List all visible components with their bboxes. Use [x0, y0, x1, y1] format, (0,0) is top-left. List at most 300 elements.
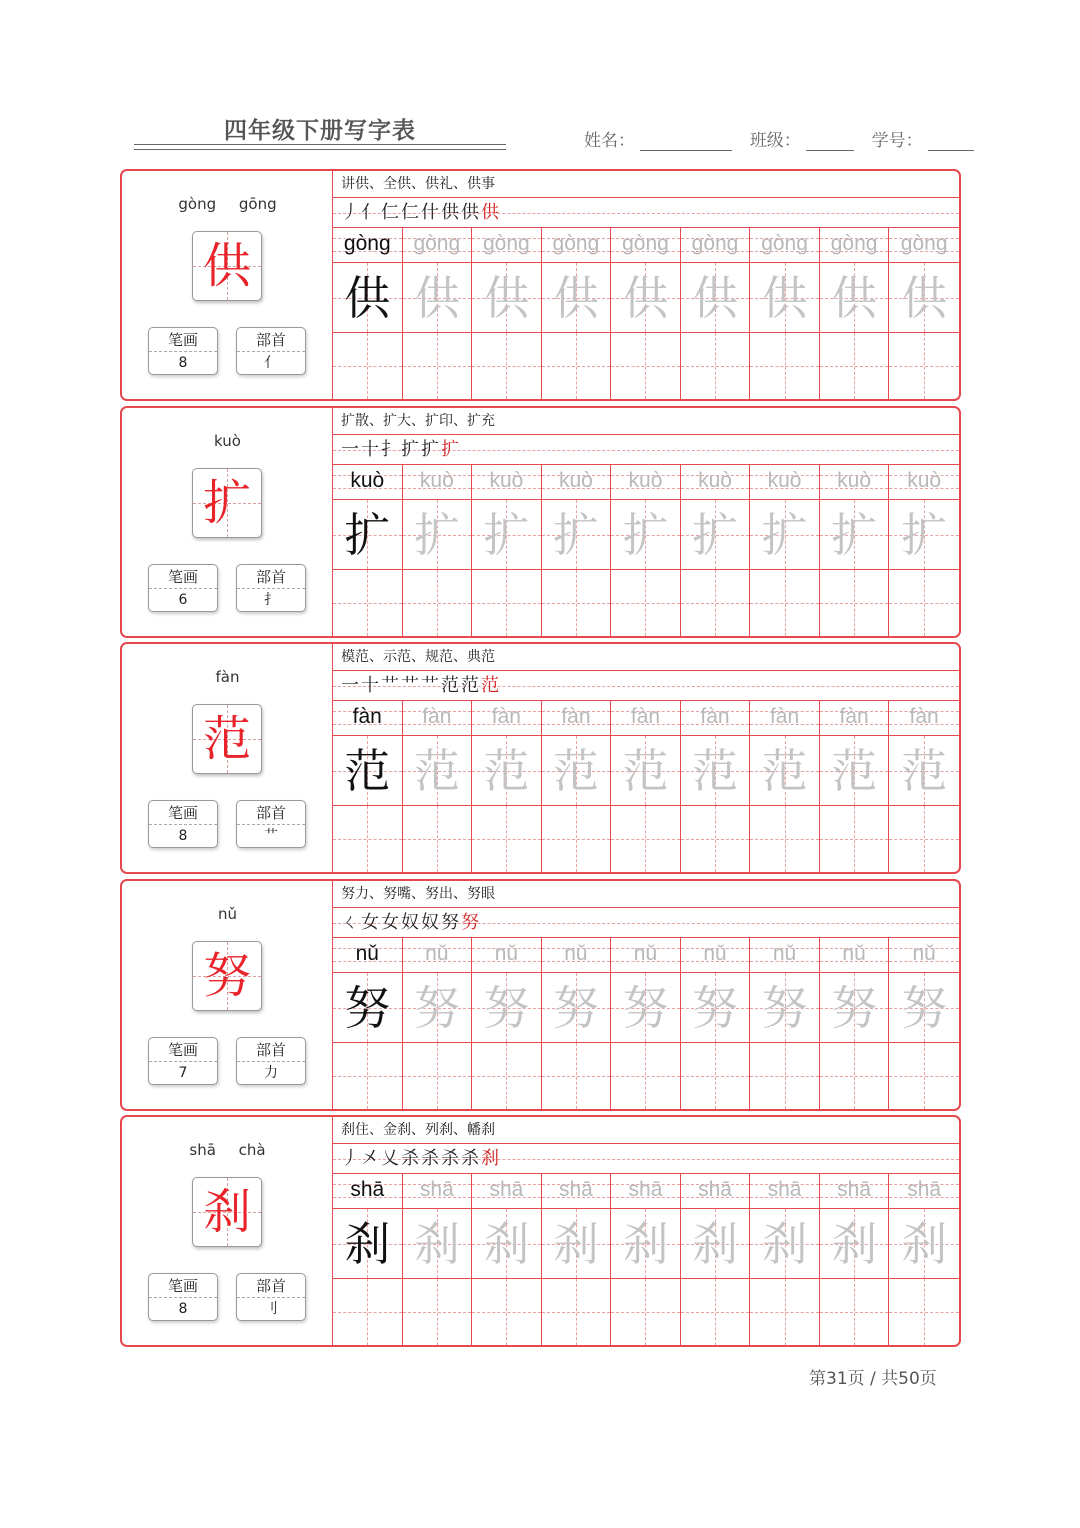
- class-label: 班级：: [749, 131, 801, 151]
- radical-label: 部首: [237, 328, 305, 352]
- character-practice-row: [333, 500, 959, 570]
- character-trace: 范: [901, 744, 948, 798]
- character-cell[interactable]: [820, 263, 890, 332]
- pinyin-cell[interactable]: [472, 701, 542, 735]
- stroke-step: 范: [441, 675, 461, 696]
- character-trace: 努: [413, 981, 460, 1035]
- pinyin-cell[interactable]: [889, 465, 959, 499]
- student-id-field[interactable]: [928, 131, 974, 151]
- pinyin-cell[interactable]: [820, 228, 890, 262]
- stroke-step: 扩: [441, 439, 461, 460]
- character-trace: 刹: [483, 1217, 530, 1271]
- blank-writing-cell[interactable]: [611, 1279, 681, 1345]
- pinyin-trace: gòng: [761, 232, 808, 255]
- radical-label: 部首: [237, 565, 305, 589]
- character-model: 范: [344, 744, 391, 798]
- pinyin-trace: nǔ: [912, 942, 936, 965]
- blank-writing-cell[interactable]: [472, 570, 542, 636]
- pinyin-cell[interactable]: [681, 1174, 751, 1208]
- character-info-panel: [122, 644, 333, 872]
- blank-writing-row: [333, 806, 959, 872]
- pinyin-cell[interactable]: [611, 228, 681, 262]
- practice-panel: [333, 644, 959, 872]
- character-cell[interactable]: [542, 973, 612, 1042]
- example-words: 扩散、扩大、扩印、扩充: [333, 408, 959, 435]
- pinyin-trace: shā: [558, 1178, 593, 1201]
- character-trace: 供: [552, 271, 599, 325]
- blank-writing-cell[interactable]: [681, 1043, 751, 1109]
- character-card: [120, 1115, 961, 1347]
- pinyin-trace: nǔ: [494, 942, 519, 965]
- character-practice-row: [333, 1209, 959, 1279]
- pinyin-cell[interactable]: [542, 701, 612, 735]
- pinyin-trace: kuò: [489, 469, 524, 492]
- blank-writing-cell[interactable]: [750, 806, 820, 872]
- blank-writing-cell[interactable]: [611, 333, 681, 399]
- pinyin-trace: shā: [419, 1178, 454, 1201]
- stroke-step: 十: [361, 675, 381, 696]
- character-trace: 刹: [761, 1217, 808, 1271]
- pinyin-trace: fàn: [561, 705, 591, 728]
- character-cell[interactable]: [403, 736, 473, 805]
- blank-writing-cell[interactable]: [820, 1279, 890, 1345]
- pinyin-cell[interactable]: [611, 465, 681, 499]
- character-trace: 范: [413, 744, 460, 798]
- character-cell[interactable]: [472, 1209, 542, 1278]
- pinyin-cell[interactable]: [472, 1174, 542, 1208]
- stroke-step: 什: [421, 202, 441, 223]
- character-model: 努: [344, 981, 391, 1035]
- pinyin-cell[interactable]: [820, 701, 890, 735]
- blank-writing-row: [333, 570, 959, 636]
- pinyin-trace: shā: [698, 1178, 732, 1201]
- stroke-count-value: 8: [178, 355, 188, 371]
- pinyin-trace: gòng: [622, 232, 669, 255]
- character-info-panel: [122, 408, 333, 636]
- character-cell[interactable]: [889, 1209, 959, 1278]
- character-info-panel: [122, 1117, 333, 1345]
- pinyin-trace: shā: [767, 1178, 802, 1201]
- character-cell[interactable]: [681, 973, 751, 1042]
- character-display-box: [192, 704, 262, 774]
- blank-writing-cell[interactable]: [403, 1043, 473, 1109]
- pinyin-trace: shā: [907, 1178, 942, 1201]
- stroke-order-row: [333, 671, 959, 701]
- stroke-step: 艹: [381, 675, 401, 696]
- character-trace: 刹: [831, 1217, 878, 1271]
- character-cell[interactable]: [403, 500, 473, 569]
- stroke-step: 努: [461, 912, 481, 933]
- blank-writing-cell[interactable]: [681, 333, 751, 399]
- pinyin-practice-row: [333, 228, 959, 263]
- pinyin-practice-row: [333, 1174, 959, 1209]
- blank-writing-cell[interactable]: [750, 570, 820, 636]
- stroke-step: 刹: [481, 1148, 501, 1169]
- pinyin-cell[interactable]: [681, 938, 751, 972]
- radical-box: [236, 1037, 306, 1085]
- stroke-step: 女: [361, 912, 381, 933]
- pinyin-cell[interactable]: [542, 938, 612, 972]
- character-trace: 刹: [552, 1217, 599, 1271]
- blank-writing-cell[interactable]: [333, 1279, 403, 1345]
- blank-writing-cell[interactable]: [403, 1279, 473, 1345]
- pinyin-trace: kuò: [767, 469, 802, 492]
- pinyin-cell[interactable]: [681, 701, 751, 735]
- pinyin-cell[interactable]: [820, 938, 890, 972]
- blank-writing-cell[interactable]: [681, 806, 751, 872]
- pinyin-cell[interactable]: [333, 228, 403, 262]
- pinyin-trace: nǔ: [703, 942, 727, 965]
- blank-writing-cell[interactable]: [542, 1043, 612, 1109]
- stroke-step: 仁: [401, 202, 421, 223]
- character-trace: 努: [901, 981, 948, 1035]
- stroke-count-label: 笔画: [149, 1038, 217, 1062]
- character-trace: 供: [761, 271, 808, 325]
- character-cell[interactable]: [750, 500, 820, 569]
- stroke-step: 丿: [341, 1148, 361, 1169]
- example-words: 讲供、全供、供礼、供事: [333, 171, 959, 198]
- pinyin-cell[interactable]: [333, 701, 403, 735]
- pinyin-trace: nǔ: [842, 942, 866, 965]
- stroke-order-row: [333, 198, 959, 228]
- character-trace: 努: [483, 981, 530, 1035]
- character-trace: 努: [692, 981, 738, 1035]
- character-cell[interactable]: [681, 736, 751, 805]
- stroke-count-label: 笔画: [149, 1274, 217, 1298]
- pinyin-trace: gòng: [900, 232, 948, 255]
- pinyin-trace: kuò: [558, 469, 593, 492]
- character-cell[interactable]: [611, 973, 681, 1042]
- blank-writing-cell[interactable]: [820, 1043, 890, 1109]
- pinyin-trace: kuò: [698, 469, 732, 492]
- character-cell[interactable]: [472, 973, 542, 1042]
- pinyin-cell[interactable]: [820, 465, 890, 499]
- pinyin-cell[interactable]: [889, 701, 959, 735]
- character-pinyin: fàn: [215, 668, 240, 686]
- character-cell[interactable]: [889, 973, 959, 1042]
- blank-writing-cell[interactable]: [333, 570, 403, 636]
- radical-value: 亻: [264, 355, 278, 371]
- pinyin-cell[interactable]: [472, 228, 542, 262]
- character-model: 刹: [344, 1217, 391, 1271]
- blank-writing-row: [333, 333, 959, 399]
- practice-panel: [333, 408, 959, 636]
- stroke-step: 㐅: [361, 1148, 381, 1169]
- pinyin-trace: gòng: [552, 232, 600, 255]
- radical-value: 力: [264, 1065, 278, 1081]
- pinyin-cell[interactable]: [403, 228, 473, 262]
- stroke-count-box: [148, 1037, 218, 1085]
- blank-writing-cell[interactable]: [889, 1043, 959, 1109]
- blank-writing-cell[interactable]: [542, 333, 612, 399]
- character-trace: 范: [552, 744, 599, 798]
- pinyin-cell[interactable]: [681, 465, 751, 499]
- blank-writing-cell[interactable]: [611, 1043, 681, 1109]
- character-cell[interactable]: [611, 263, 681, 332]
- character-cell[interactable]: [889, 736, 959, 805]
- character-display-box: [192, 468, 262, 538]
- character-cell[interactable]: [681, 263, 751, 332]
- character-trace: 供: [483, 271, 530, 325]
- name-label: 姓名：: [584, 131, 635, 151]
- pinyin-cell[interactable]: [820, 1174, 890, 1208]
- radical-box: [236, 564, 306, 612]
- character-cell[interactable]: [820, 1209, 890, 1278]
- blank-writing-cell[interactable]: [820, 806, 890, 872]
- character-large: 供: [202, 238, 251, 294]
- character-cell[interactable]: [611, 736, 681, 805]
- blank-writing-cell[interactable]: [403, 570, 473, 636]
- character-large: 扩: [202, 475, 251, 531]
- stroke-step: 供: [441, 202, 461, 223]
- character-trace: 努: [831, 981, 878, 1035]
- character-practice-row: [333, 973, 959, 1043]
- character-cell[interactable]: [472, 263, 542, 332]
- character-trace: 努: [761, 981, 808, 1035]
- stroke-step: 亻: [361, 202, 381, 223]
- character-cell[interactable]: [403, 263, 473, 332]
- pinyin-cell[interactable]: [750, 228, 820, 262]
- blank-writing-cell[interactable]: [889, 806, 959, 872]
- pinyin-cell[interactable]: [611, 938, 681, 972]
- stroke-step: 仁: [381, 202, 401, 223]
- character-cell[interactable]: [542, 500, 612, 569]
- class-field[interactable]: [806, 131, 854, 151]
- blank-writing-cell[interactable]: [611, 570, 681, 636]
- character-cell[interactable]: [820, 973, 890, 1042]
- character-trace: 扩: [831, 508, 878, 562]
- character-cell[interactable]: [542, 1209, 612, 1278]
- character-pinyin: gòng gōng: [178, 195, 277, 213]
- pinyin-cell[interactable]: [889, 228, 959, 262]
- pinyin-cell[interactable]: [403, 465, 473, 499]
- pinyin-cell[interactable]: [472, 465, 542, 499]
- stroke-count-label: 笔画: [149, 328, 217, 352]
- character-cell[interactable]: [889, 500, 959, 569]
- blank-writing-cell[interactable]: [750, 1043, 820, 1109]
- character-trace: 扩: [761, 508, 808, 562]
- character-cell[interactable]: [750, 973, 820, 1042]
- stroke-step: 艹: [401, 675, 421, 696]
- blank-writing-cell[interactable]: [889, 333, 959, 399]
- character-trace: 范: [692, 744, 738, 798]
- pinyin-model: kuò: [350, 469, 385, 492]
- character-cell[interactable]: [472, 736, 542, 805]
- pinyin-trace: fàn: [422, 705, 452, 728]
- character-card: [120, 879, 961, 1111]
- blank-writing-cell[interactable]: [403, 333, 473, 399]
- character-model: 供: [344, 271, 391, 325]
- blank-writing-cell[interactable]: [542, 806, 612, 872]
- name-field[interactable]: [640, 131, 732, 151]
- stroke-step: 一: [341, 675, 361, 696]
- character-card: [120, 169, 961, 401]
- character-cell[interactable]: [611, 500, 681, 569]
- stroke-step: 扩: [401, 439, 421, 460]
- character-cell[interactable]: [333, 500, 403, 569]
- character-display-box: [192, 1177, 262, 1247]
- pinyin-trace: nǔ: [772, 942, 797, 965]
- blank-writing-cell[interactable]: [750, 333, 820, 399]
- pinyin-trace: nǔ: [633, 942, 658, 965]
- pinyin-practice-row: [333, 465, 959, 500]
- stroke-step: 女: [381, 912, 401, 933]
- blank-writing-cell[interactable]: [820, 333, 890, 399]
- pinyin-trace: kuò: [419, 469, 454, 492]
- stroke-step: 供: [481, 202, 501, 223]
- stroke-step: 奴: [421, 912, 441, 933]
- character-cell[interactable]: [333, 973, 403, 1042]
- blank-writing-cell[interactable]: [681, 570, 751, 636]
- character-practice-row: [333, 736, 959, 806]
- character-large: 范: [202, 711, 251, 767]
- pinyin-trace: gòng: [691, 232, 739, 255]
- pinyin-practice-row: [333, 938, 959, 973]
- pinyin-trace: gòng: [830, 232, 878, 255]
- stroke-step: 范: [461, 675, 481, 696]
- blank-writing-cell[interactable]: [611, 806, 681, 872]
- stroke-step: 扌: [381, 439, 401, 460]
- character-trace: 供: [413, 271, 460, 325]
- practice-panel: [333, 171, 959, 399]
- character-trace: 努: [622, 981, 669, 1035]
- example-words: 努力、努嘴、努出、努眼: [333, 881, 959, 908]
- blank-writing-cell[interactable]: [472, 333, 542, 399]
- student-info-fields: [584, 126, 974, 151]
- pinyin-cell[interactable]: [403, 701, 473, 735]
- pinyin-cell[interactable]: [542, 465, 612, 499]
- character-cell[interactable]: [333, 1209, 403, 1278]
- pinyin-trace: kuò: [628, 469, 663, 492]
- pinyin-cell[interactable]: [681, 228, 751, 262]
- stroke-step: 杀: [461, 1148, 481, 1169]
- pinyin-cell[interactable]: [542, 228, 612, 262]
- character-cell[interactable]: [889, 263, 959, 332]
- pinyin-cell[interactable]: [750, 465, 820, 499]
- character-trace: 范: [622, 744, 669, 798]
- pinyin-cell[interactable]: [403, 938, 473, 972]
- stroke-step: 供: [461, 202, 481, 223]
- character-trace: 刹: [692, 1217, 738, 1271]
- blank-writing-cell[interactable]: [750, 1279, 820, 1345]
- character-cell[interactable]: [681, 1209, 751, 1278]
- character-card: [120, 642, 961, 874]
- pinyin-cell[interactable]: [611, 1174, 681, 1208]
- blank-writing-cell[interactable]: [542, 1279, 612, 1345]
- stroke-step: 杀: [401, 1148, 421, 1169]
- stroke-step: ㄑ: [341, 912, 361, 933]
- pinyin-model: gòng: [343, 232, 391, 255]
- radical-value: 刂: [264, 1301, 278, 1317]
- blank-writing-cell[interactable]: [472, 1279, 542, 1345]
- pinyin-cell[interactable]: [542, 1174, 612, 1208]
- character-cell[interactable]: [820, 500, 890, 569]
- practice-panel: [333, 1117, 959, 1345]
- blank-writing-cell[interactable]: [333, 333, 403, 399]
- pinyin-cell[interactable]: [333, 938, 403, 972]
- stroke-step: 奴: [401, 912, 421, 933]
- character-cell[interactable]: [611, 1209, 681, 1278]
- character-trace: 供: [831, 271, 878, 325]
- blank-writing-cell[interactable]: [472, 806, 542, 872]
- character-cell[interactable]: [681, 500, 751, 569]
- stroke-step: 十: [361, 439, 381, 460]
- character-cell[interactable]: [542, 736, 612, 805]
- character-card: [120, 406, 961, 638]
- student-id-label: 学号：: [871, 131, 923, 151]
- radical-label: 部首: [237, 1274, 305, 1298]
- pinyin-cell[interactable]: [750, 938, 820, 972]
- pinyin-cell[interactable]: [889, 1174, 959, 1208]
- pinyin-trace: shā: [628, 1178, 663, 1201]
- pinyin-trace: fàn: [839, 705, 869, 728]
- pinyin-trace: gòng: [483, 232, 530, 255]
- character-cell[interactable]: [750, 263, 820, 332]
- pinyin-cell[interactable]: [333, 465, 403, 499]
- character-cell[interactable]: [472, 500, 542, 569]
- blank-writing-cell[interactable]: [333, 806, 403, 872]
- blank-writing-cell[interactable]: [889, 570, 959, 636]
- pinyin-cell[interactable]: [333, 1174, 403, 1208]
- blank-writing-cell[interactable]: [333, 1043, 403, 1109]
- blank-writing-cell[interactable]: [889, 1279, 959, 1345]
- stroke-step: 杀: [421, 1148, 441, 1169]
- example-words: 模范、示范、规范、典范: [333, 644, 959, 671]
- radical-box: [236, 800, 306, 848]
- character-cell[interactable]: [333, 736, 403, 805]
- character-cell[interactable]: [333, 263, 403, 332]
- blank-writing-cell[interactable]: [403, 806, 473, 872]
- blank-writing-cell[interactable]: [820, 570, 890, 636]
- character-trace: 范: [483, 744, 530, 798]
- character-cell[interactable]: [403, 1209, 473, 1278]
- character-trace: 扩: [901, 508, 948, 562]
- pinyin-trace: fàn: [700, 705, 730, 728]
- pinyin-cell[interactable]: [403, 1174, 473, 1208]
- character-cell[interactable]: [542, 263, 612, 332]
- stroke-count-label: 笔画: [149, 565, 217, 589]
- pinyin-trace: gòng: [413, 232, 461, 255]
- character-cell[interactable]: [403, 973, 473, 1042]
- character-trace: 扩: [483, 508, 530, 562]
- pinyin-cell[interactable]: [750, 701, 820, 735]
- pinyin-trace: fàn: [630, 705, 661, 728]
- blank-writing-cell[interactable]: [681, 1279, 751, 1345]
- pinyin-model: nǔ: [355, 942, 379, 965]
- stroke-step: 杀: [441, 1148, 461, 1169]
- character-display-box: [192, 941, 262, 1011]
- pinyin-cell[interactable]: [472, 938, 542, 972]
- example-words: 刹住、金刹、列刹、幡刹: [333, 1117, 959, 1144]
- pinyin-cell[interactable]: [611, 701, 681, 735]
- character-cell[interactable]: [750, 1209, 820, 1278]
- stroke-count-label: 笔画: [149, 801, 217, 825]
- pinyin-cell[interactable]: [889, 938, 959, 972]
- stroke-count-value: 7: [178, 1065, 188, 1081]
- character-practice-row: [333, 263, 959, 333]
- character-cell[interactable]: [820, 736, 890, 805]
- pinyin-trace: fàn: [909, 705, 939, 728]
- blank-writing-cell[interactable]: [472, 1043, 542, 1109]
- blank-writing-cell[interactable]: [542, 570, 612, 636]
- page-header: [0, 108, 1080, 158]
- character-trace: 刹: [901, 1217, 948, 1271]
- character-pinyin: shā chà: [189, 1141, 266, 1159]
- character-trace: 扩: [622, 508, 669, 562]
- character-cell[interactable]: [750, 736, 820, 805]
- pinyin-cell[interactable]: [750, 1174, 820, 1208]
- stroke-count-box: [148, 800, 218, 848]
